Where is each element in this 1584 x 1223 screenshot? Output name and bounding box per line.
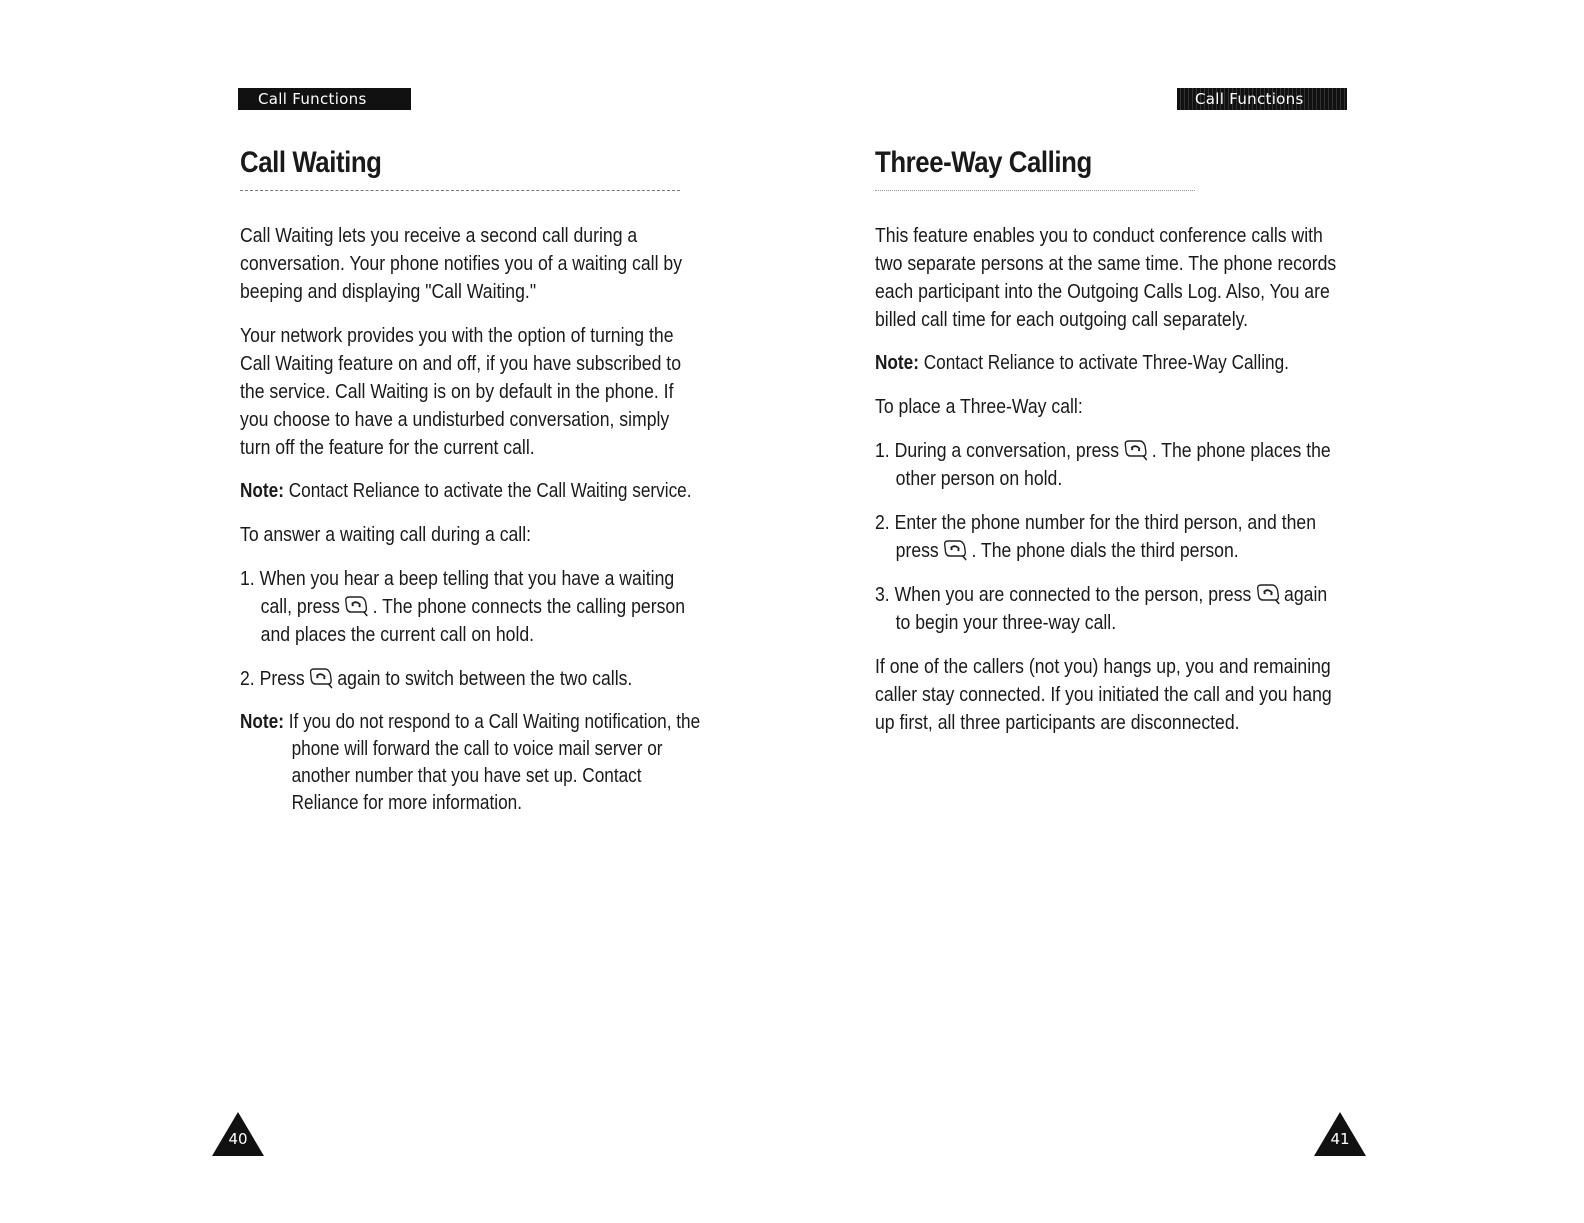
send-key-icon <box>1255 582 1281 606</box>
note-label: Note: <box>240 711 284 733</box>
title-rule <box>240 190 680 191</box>
paragraph: Call Waiting lets you receive a second call during a conversation. Your phone notifies you of a waiting call by beeping and displaying "Call Waiting." <box>240 224 683 303</box>
left-page <box>228 0 720 1223</box>
intro-text: To place a Three-Way call: <box>875 395 1083 418</box>
step-item <box>875 509 1339 565</box>
step-text: again to begin your three-way call. <box>895 583 1328 634</box>
page-body <box>240 222 704 833</box>
send-key-icon <box>1122 438 1148 462</box>
note <box>875 350 1339 377</box>
step-text: . The phone dials the third person. <box>971 539 1239 562</box>
note-label: Note: <box>240 480 284 502</box>
send-key-icon <box>942 538 968 562</box>
paragraph: If one of the callers (not you) hangs up, you and remaining caller stay connected. If you initiated the call and you hang up first, all three participants are disconnected. <box>875 655 1332 734</box>
send-key-icon <box>343 594 369 618</box>
step-text: 1. When you hear a beep telling that you have a waiting call, press <box>240 567 675 618</box>
step-text: 3. When you are connected to the person, press <box>875 583 1252 606</box>
note-text: Contact Reliance to activate Three-Way Calling. <box>923 352 1289 374</box>
note-text: Contact Reliance to activate the Call Waiting service. <box>288 480 692 502</box>
step-text: 2. Press <box>240 667 305 690</box>
page-number: 41 <box>1330 1130 1350 1148</box>
step-text: . The phone places the other person on hold. <box>895 439 1331 490</box>
page-title: Call Waiting <box>240 146 382 179</box>
page-title: Three-Way Calling <box>875 146 1092 179</box>
intro-text: To answer a waiting call during a call: <box>240 523 532 546</box>
step-item <box>875 581 1339 637</box>
title-rule <box>875 190 1195 191</box>
note <box>240 478 704 505</box>
step-text: again to switch between the two calls. <box>337 667 633 690</box>
step-item <box>240 565 704 649</box>
note <box>240 709 704 817</box>
paragraph: This feature enables you to conduct conference calls with two separate persons at the same time. The phone records each participant into the Outgoing Calls Log. Also, You are billed call time for each outgoing call separately. <box>875 224 1337 331</box>
step-item <box>240 665 704 693</box>
page-number: 40 <box>228 1130 248 1148</box>
step-item <box>875 437 1339 493</box>
step-text: . The phone connects the calling person and places the current call on hold. <box>260 595 686 646</box>
page-number-marker <box>210 1110 266 1158</box>
paragraph: Your network provides you with the option of turning the Call Waiting feature on and off, if you have subscribed to the service. Call Waiting is on by default in the phone. If you choose to have a undisturbed conversation, simply turn off the feature for the current call. <box>240 324 682 459</box>
send-key-icon <box>308 666 334 690</box>
page-number-marker <box>1312 1110 1368 1158</box>
step-text: 1. During a conversation, press <box>875 439 1120 462</box>
section-tab: Call Functions <box>238 88 411 110</box>
note-label: Note: <box>875 352 919 374</box>
page-body <box>875 222 1339 753</box>
right-page <box>875 0 1350 1223</box>
note-text: If you do not respond to a Call Waiting notification, the phone will forward the call to voice mail server or another number that you have set up. Contact Reliance for more information. <box>288 711 701 814</box>
section-tab: Call Functions <box>1177 88 1347 110</box>
step-text: 2. Enter the phone number for the third person, and then press <box>875 511 1317 562</box>
